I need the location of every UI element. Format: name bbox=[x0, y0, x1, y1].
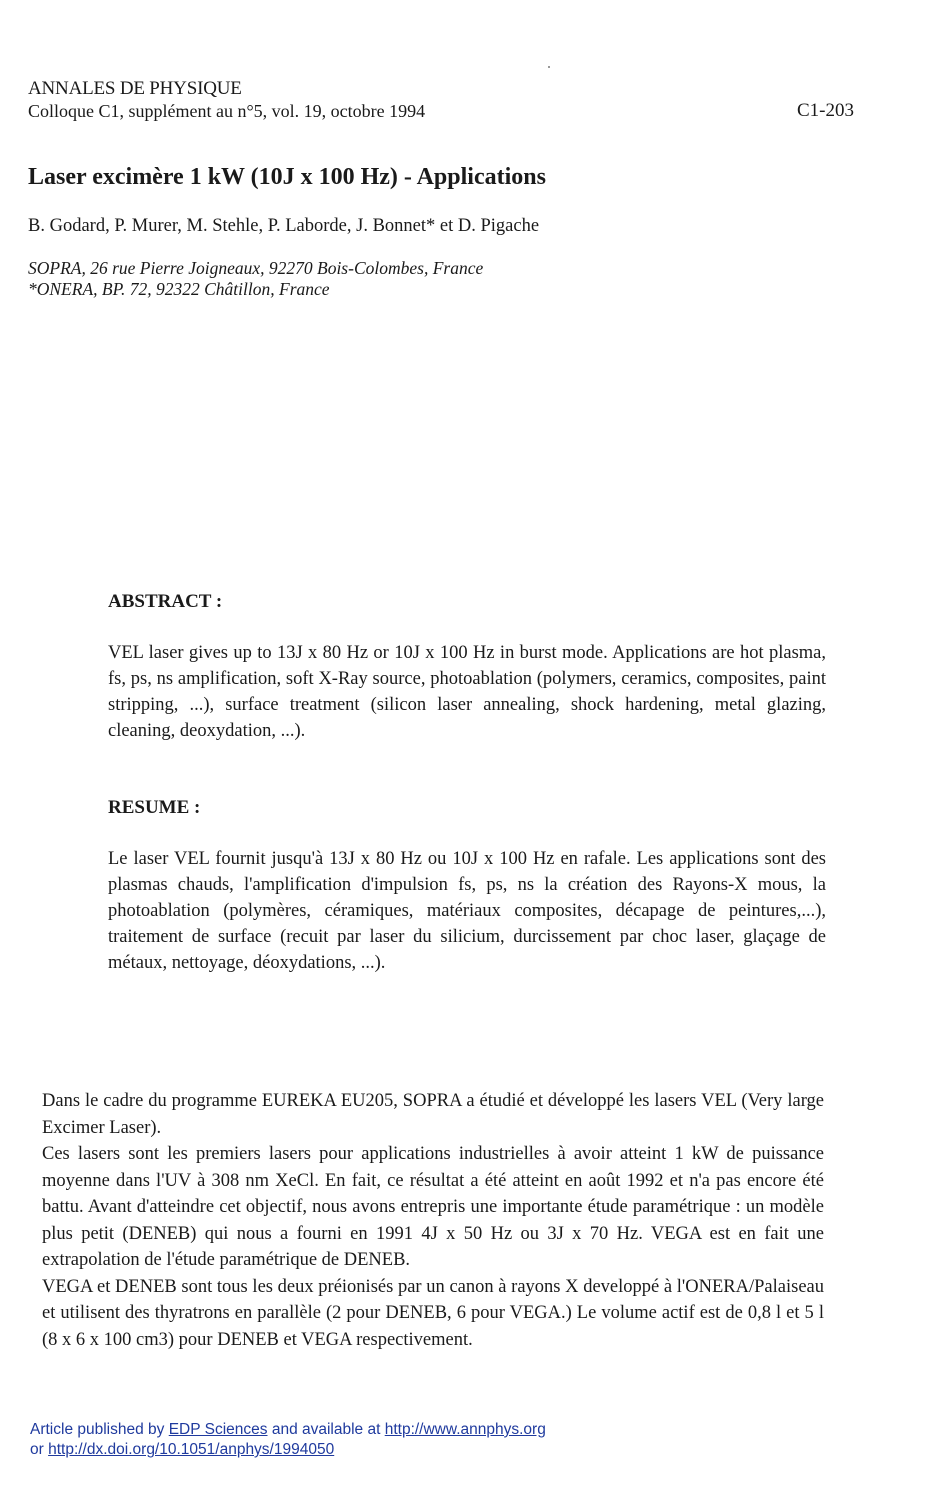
author-list: B. Godard, P. Murer, M. Stehle, P. Laborde, J. Bonnet* et D. Pigache bbox=[28, 216, 540, 236]
resume-text: Le laser VEL fournit jusqu'à 13J x 80 Hz ou 10J x 100 Hz en rafale. Les applications sont des plasmas chauds, l'amplification d'impulsion fs, ps, ns la création des Rayons-X mous, la photoablation (polymères, céramiques, matériaux composites, décapage de peintures,...), traitement de surface (recuit par laser du silicium, durcissement par choc laser, glaçage de métaux, nettoyage, déoxydations, ...). bbox=[108, 849, 826, 973]
colloque-info: Colloque C1, supplément au n°5, vol. 19, octobre 1994 bbox=[28, 101, 426, 121]
affiliation-sopra: SOPRA, 26 rue Pierre Joigneaux, 92270 Bois-Colombes, France bbox=[28, 258, 484, 278]
publisher-link[interactable]: EDP Sciences bbox=[168, 1421, 268, 1438]
affiliation-onera: *ONERA, BP. 72, 92322 Châtillon, France bbox=[28, 279, 330, 299]
site-link[interactable]: http://www.annphys.org bbox=[384, 1421, 546, 1438]
body-section bbox=[42, 1088, 824, 1353]
body-paragraph: Dans le cadre du programme EUREKA EU205, SOPRA a étudié et développé les lasers VEL (Very large Excimer Laser). bbox=[42, 1091, 824, 1138]
journal-name: ANNALES DE PHYSIQUE bbox=[28, 78, 242, 99]
affiliations bbox=[28, 258, 483, 300]
resume-heading: RESUME : bbox=[108, 797, 201, 818]
footer-or: or bbox=[30, 1441, 49, 1458]
footer-line-2 bbox=[30, 1440, 546, 1460]
footer-prefix: Article published by bbox=[30, 1421, 169, 1438]
publication-footer bbox=[30, 1420, 546, 1460]
page-number: C1-203 bbox=[797, 100, 854, 121]
footer-middle: and available at bbox=[267, 1421, 385, 1438]
body-paragraph: VEGA et DENEB sont tous les deux préionisés par un canon à rayons X developpé à l'ONERA/Palaiseau et utilisent des thyratrons en parallèle (2 pour DENEB, 6 pour VEGA.) Le volume actif est de 0,8 l et 5 l (8 x 6 x 100 cm3) pour DENEB et VEGA respectivement. bbox=[42, 1276, 824, 1350]
abstract-heading: ABSTRACT : bbox=[108, 591, 223, 612]
scan-speck bbox=[548, 66, 550, 68]
paper-title: Laser excimère 1 kW (10J x 100 Hz) - Applications bbox=[28, 164, 546, 190]
footer-line-1 bbox=[30, 1420, 546, 1440]
body-paragraph: Ces lasers sont les premiers lasers pour applications industrielles à avoir atteint 1 kW de puissance moyenne dans l'UV à 308 nm XeCl. En fait, ce résultat a été atteint en août 1992 et n'a pas encore été battu. Avant d'atteindre cet objectif, nous avons entrepris une importante étude paramétrique : un modèle plus petit (DENEB) qui nous a fourni en 1991 4J x 50 Hz ou 3J x 70 Hz. VEGA est en fait une extrapolation de l'étude paramétrique de DENEB. bbox=[42, 1144, 824, 1270]
abstract-text: VEL laser gives up to 13J x 80 Hz or 10J x 100 Hz in burst mode. Applications are hot plasma, fs, ps, ns amplification, soft X-Ray source, photoablation (polymers, ceramics, composites, paint stripping, ...), surface treatment (silicon laser annealing, shock hardening, metal glazing, cleaning, deoxydation, ...). bbox=[108, 643, 826, 741]
doi-link[interactable]: http://dx.doi.org/10.1051/anphys/1994050 bbox=[48, 1441, 335, 1458]
